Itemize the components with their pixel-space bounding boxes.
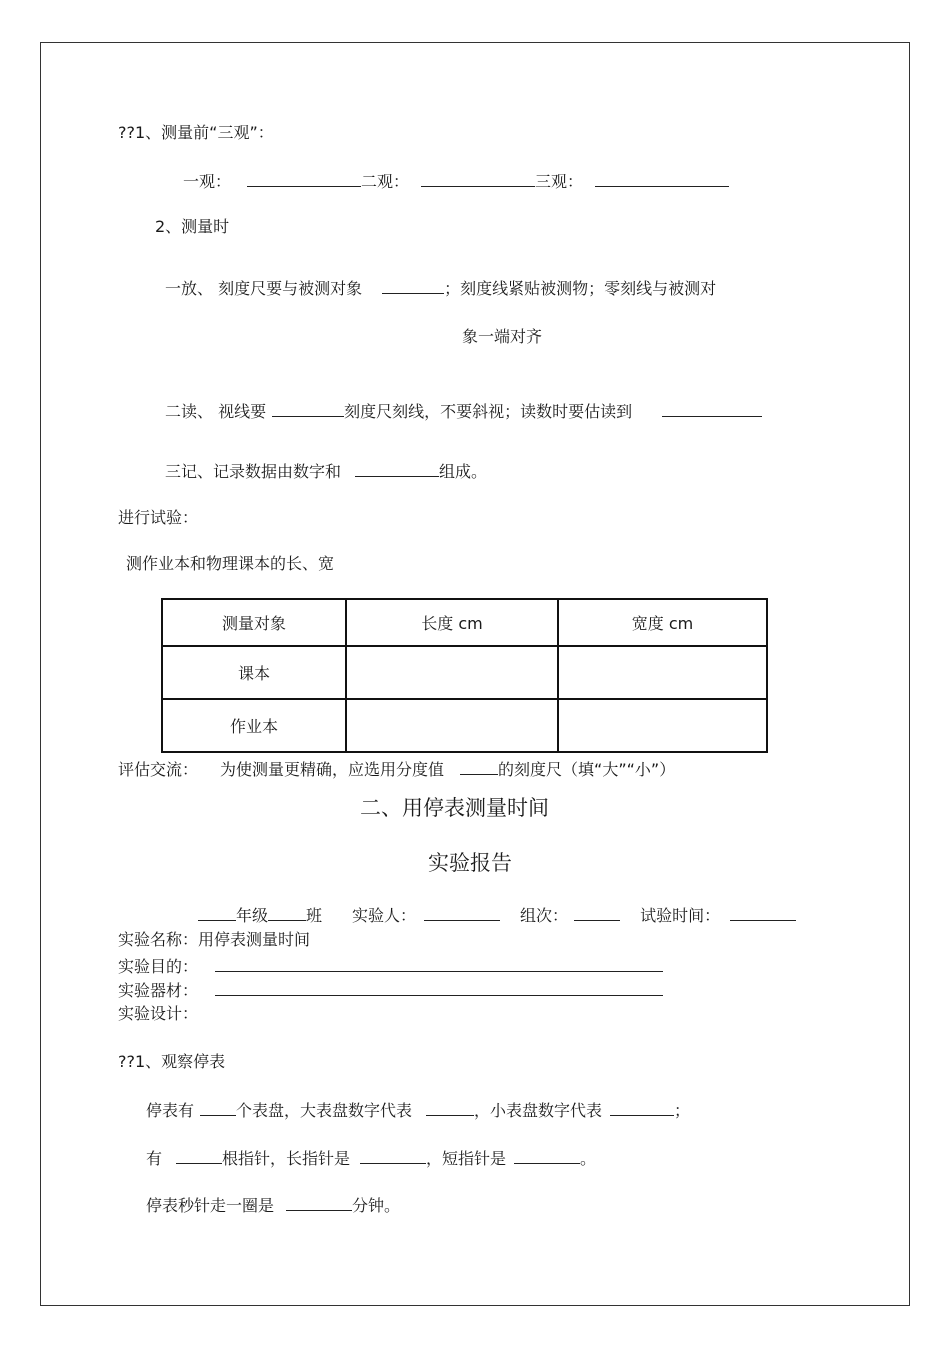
- equipment-label: 实验器材：: [118, 981, 199, 1000]
- question-1: ??1、测量前“三观”：: [118, 123, 274, 142]
- dial-text-b: 个表盘，大表盘数字代表: [236, 1101, 413, 1120]
- read-text-b: 刻度尺刻线，不要斜视；读数时要估读到: [344, 402, 633, 421]
- second-text-b: 分钟。: [352, 1196, 401, 1215]
- second-text-a: 停表秒针走一圈是: [146, 1196, 275, 1215]
- evaluate-text-b: 的刻度尺（填“大”“小”）: [498, 760, 676, 779]
- table-row: [162, 646, 767, 699]
- record-text-b: 组成。: [439, 462, 488, 481]
- hand-text-b: 根指针，长指针是: [222, 1149, 351, 1168]
- read-blank-1[interactable]: [272, 400, 344, 417]
- record-line: [165, 460, 487, 482]
- second-hand-line: [146, 1194, 400, 1216]
- class-label: 班: [306, 906, 323, 925]
- measure-task: 测作业本和物理课本的长、宽: [126, 554, 335, 573]
- place-blank[interactable]: [382, 277, 444, 294]
- grade-label: 年级: [236, 906, 269, 925]
- header-object: 测量对象: [162, 599, 346, 646]
- class-blank[interactable]: [268, 904, 306, 921]
- cell-width-input[interactable]: [558, 646, 767, 699]
- place-continuation: 象一端对齐: [462, 327, 543, 346]
- hand-blank-3[interactable]: [514, 1147, 580, 1164]
- hand-line: [146, 1147, 596, 1169]
- obs1-label: 一观：: [183, 172, 232, 191]
- table-header-row: [162, 599, 767, 646]
- table-row: [162, 699, 767, 752]
- hand-text-c: ，短指针是: [426, 1149, 507, 1168]
- time-label: 试验时间：: [640, 906, 721, 925]
- read-blank-2[interactable]: [662, 400, 762, 417]
- obs3-label: 三观：: [535, 172, 584, 191]
- evaluate-text-a: 为使测量更精确，应选用分度值: [220, 760, 445, 779]
- purpose-blank[interactable]: [215, 955, 663, 972]
- evaluate-label: 评估交流：: [118, 760, 199, 779]
- section2-title: 二、用停表测量时间: [360, 796, 549, 820]
- design-label: 实验设计：: [118, 1004, 199, 1023]
- evaluate-blank[interactable]: [460, 758, 498, 775]
- row-object-textbook: 课本: [162, 646, 346, 699]
- obs3-blank[interactable]: [595, 170, 729, 187]
- dial-blank-1[interactable]: [200, 1099, 236, 1116]
- purpose-label: 实验目的：: [118, 957, 199, 976]
- purpose-line: [118, 955, 663, 977]
- place-text-a: 一放、 刻度尺要与被测对象: [165, 279, 363, 298]
- cell-length-input[interactable]: [346, 646, 558, 699]
- hand-text-d: 。: [580, 1149, 597, 1168]
- time-blank[interactable]: [730, 904, 796, 921]
- second-blank[interactable]: [286, 1194, 352, 1211]
- obs1-blank[interactable]: [247, 170, 361, 187]
- place-text-b: ；刻度线紧贴被测物；零刻线与被测对: [444, 279, 717, 298]
- obs2-blank[interactable]: [421, 170, 535, 187]
- record-blank[interactable]: [355, 460, 439, 477]
- header-length: 长度 cm: [346, 599, 558, 646]
- equipment-blank[interactable]: [215, 979, 663, 996]
- question-2: 2、测量时: [155, 217, 230, 236]
- header-width: 宽度 cm: [558, 599, 767, 646]
- dial-blank-3[interactable]: [610, 1099, 674, 1116]
- equipment-line: [118, 979, 663, 1001]
- dial-text-a: 停表有: [146, 1101, 195, 1120]
- measurement-table: [161, 598, 768, 753]
- hand-blank-1[interactable]: [176, 1147, 222, 1164]
- observe-question: ??1、观察停表: [118, 1052, 226, 1071]
- report-header-line: [198, 904, 796, 926]
- report-title: 实验报告: [428, 851, 512, 875]
- dial-text-d: ；: [674, 1101, 691, 1120]
- obs2-label: 二观：: [361, 172, 410, 191]
- hand-text-a: 有: [146, 1149, 163, 1168]
- place-line: [165, 277, 716, 299]
- observation-line: [183, 170, 729, 192]
- experiment-name: 实验名称：用停表测量时间: [118, 930, 311, 949]
- row-object-workbook: 作业本: [162, 699, 346, 752]
- dial-text-c: ，小表盘数字代表: [474, 1101, 603, 1120]
- hand-blank-2[interactable]: [360, 1147, 426, 1164]
- record-text-a: 三记、记录数据由数字和: [165, 462, 342, 481]
- experimenter-blank[interactable]: [424, 904, 500, 921]
- grade-blank[interactable]: [198, 904, 236, 921]
- group-label: 组次：: [520, 906, 569, 925]
- dial-blank-2[interactable]: [426, 1099, 474, 1116]
- dial-line: [146, 1099, 690, 1121]
- read-text-a: 二读、 视线要: [165, 402, 267, 421]
- cell-length-input[interactable]: [346, 699, 558, 752]
- experiment-label: 进行试验：: [118, 508, 199, 527]
- cell-width-input[interactable]: [558, 699, 767, 752]
- group-blank[interactable]: [574, 904, 620, 921]
- evaluate-line: [118, 758, 675, 780]
- read-line: [165, 400, 762, 422]
- experimenter-label: 实验人：: [352, 906, 417, 925]
